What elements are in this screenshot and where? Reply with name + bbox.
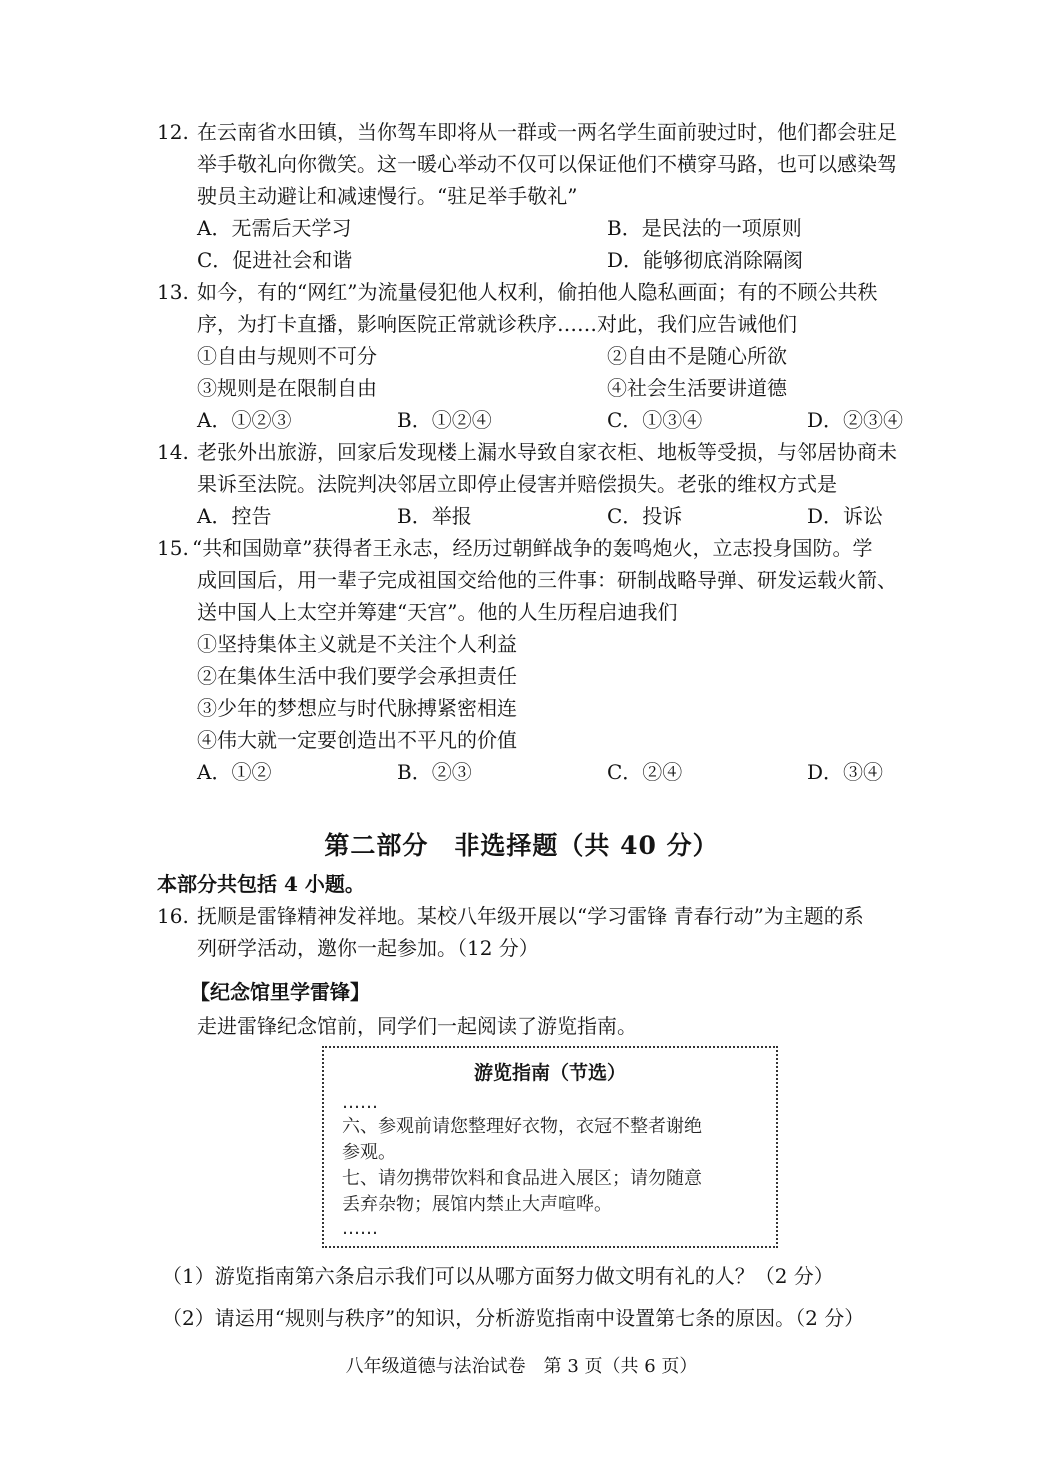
- section-intro: 本部分共包括 4 小题。: [157, 872, 365, 896]
- option-c: C．②④: [607, 760, 683, 784]
- section-title: 第二部分 非选择题（共 40 分）: [324, 831, 719, 860]
- question-text-line: “共和国勋章”获得者王永志，经历过朝鲜战争的轰鸣炮火，立志投身国防。学: [192, 536, 873, 560]
- question-text-line: 举手敬礼向你微笑。这一暖心举动不仅可以保证他们不横穿马路，也可以感染驾: [197, 152, 897, 176]
- question-text-line: 抚顺是雷锋精神发祥地。某校八年级开展以“学习雷锋 青春行动”为主题的系: [197, 904, 864, 928]
- lead-text: 走进雷锋纪念馆前，同学们一起阅读了游览指南。: [197, 1014, 637, 1038]
- guide-line: ……: [342, 1218, 378, 1239]
- question-number: 13.: [157, 280, 189, 304]
- question-text-line: 在云南省水田镇，当你驾车即将从一群或一两名学生面前驶过时，他们都会驻足: [197, 120, 897, 144]
- guide-title: 游览指南（节选）: [473, 1062, 626, 1084]
- question-text-line: 老张外出旅游，回家后发现楼上漏水导致自家衣柜、地板等受损，与邻居协商未: [197, 440, 897, 464]
- guide-line: 丢弃杂物；展馆内禁止大声喧哗。: [342, 1194, 612, 1215]
- option-b: B．①②④: [397, 408, 492, 432]
- guide-line: ……: [342, 1092, 378, 1113]
- statement-item: ②在集体生活中我们要学会承担责任: [197, 664, 517, 688]
- question-number: 14.: [157, 440, 189, 464]
- statement-item: ③少年的梦想应与时代脉搏紧密相连: [197, 696, 517, 720]
- option-a: A．①②: [197, 760, 272, 784]
- option-d: D．能够彻底消除隔阂: [607, 248, 804, 272]
- question-number: 12.: [157, 120, 189, 144]
- option-b: B．是民法的一项原则: [607, 216, 802, 240]
- option-a: A．①②③: [197, 408, 292, 432]
- option-d: D．③④: [807, 760, 884, 784]
- statement-item: ①自由与规则不可分: [197, 344, 377, 368]
- subheading: 【纪念馆里学雷锋】: [190, 980, 370, 1004]
- option-a: A．无需后天学习: [197, 216, 352, 240]
- option-b: B．②③: [397, 760, 472, 784]
- option-d: D．诉讼: [807, 504, 884, 528]
- question-text-line: 如今，有的“网红”为流量侵犯他人权利，偷拍他人隐私画面；有的不顾公共秩: [197, 280, 878, 304]
- question-text-line: 序，为打卡直播，影响医院正常就诊秩序……对此，我们应告诫他们: [197, 312, 797, 336]
- question-text-line: 果诉至法院。法院判决邻居立即停止侵害并赔偿损失。老张的维权方式是: [197, 472, 837, 496]
- option-a: A．控告: [197, 504, 272, 528]
- page-footer: 八年级道德与法治试卷 第 3 页（共 6 页）: [345, 1356, 698, 1377]
- option-c: C．促进社会和谐: [197, 248, 353, 272]
- statement-item: ③规则是在限制自由: [197, 376, 377, 400]
- statement-item: ②自由不是随心所欲: [607, 344, 787, 368]
- statement-item: ④伟大就一定要创造出不平凡的价值: [197, 728, 517, 752]
- option-c: C．投诉: [607, 504, 683, 528]
- guide-line: 参观。: [342, 1142, 396, 1163]
- question-number: 16.: [157, 904, 189, 928]
- option-b: B．举报: [397, 504, 472, 528]
- guide-line: 六、参观前请您整理好衣物，衣冠不整者谢绝: [342, 1116, 702, 1137]
- question-text-line: 送中国人上太空并筹建“天宫”。他的人生历程启迪我们: [197, 600, 678, 624]
- statement-item: ④社会生活要讲道德: [607, 376, 787, 400]
- question-text-line: 成回国后，用一辈子完成祖国交给他的三件事：研制战略导弹、研发运载火箭、: [197, 568, 897, 592]
- statement-item: ①坚持集体主义就是不关注个人利益: [197, 632, 517, 656]
- question-text-line: 列研学活动，邀你一起参加。（12 分）: [197, 936, 539, 960]
- question-text-line: 驶员主动避让和减速慢行。“驻足举手敬礼”: [197, 184, 578, 208]
- sub-question-1: （1）游览指南第六条启示我们可以从哪方面努力做文明有礼的人？（2 分）: [162, 1264, 834, 1288]
- sub-question-2: （2）请运用“规则与秩序”的知识，分析游览指南中设置第七条的原因。（2 分）: [162, 1306, 865, 1330]
- question-number: 15.: [157, 536, 189, 560]
- guide-box: [322, 1046, 778, 1248]
- option-c: C．①③④: [607, 408, 703, 432]
- guide-line: 七、请勿携带饮料和食品进入展区；请勿随意: [342, 1168, 702, 1189]
- option-d: D．②③④: [807, 408, 904, 432]
